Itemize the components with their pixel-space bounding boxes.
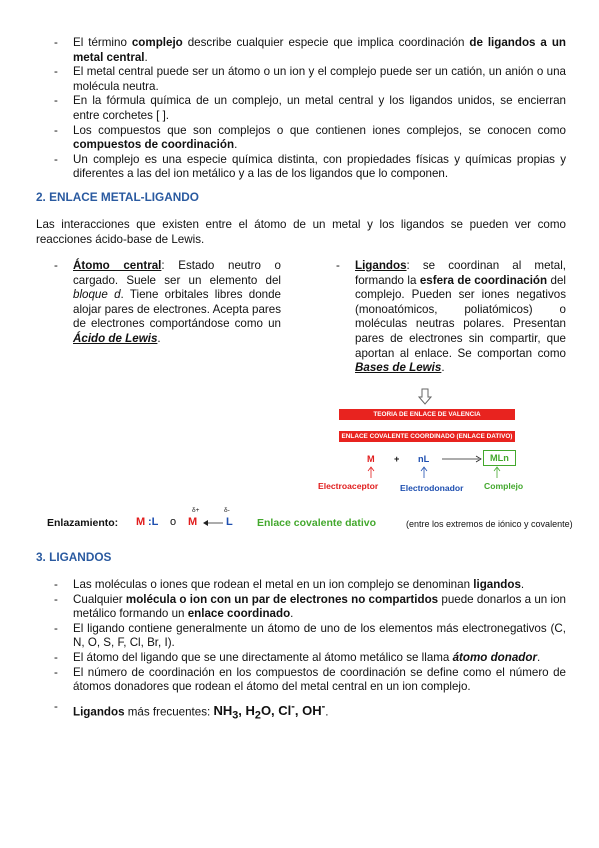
banner-teoria: TEORIA DE ENLACE DE VALENCIA (339, 409, 515, 420)
list-item: - El término complejo describe cualquier especie que implica coordinación de ligandos a un metal central. (36, 36, 566, 65)
m-symbol: M (367, 454, 375, 464)
list-item: - El átomo del ligando que se une directamente al átomo metálico se llama átomo donador. (36, 651, 566, 666)
dativo-note: (entre los extremos de iónico y covalente) (406, 519, 573, 529)
enlazamiento-row (47, 503, 577, 533)
banner-enlace-dativo: ENLACE COVALENTE COORDINADO (ENLACE DATIVO) (339, 431, 515, 442)
list-item: - El metal central puede ser un átomo o un ion y el complejo puede ser un catión, un anión o una molécula neutra. (36, 65, 566, 94)
nl-symbol: nL (418, 454, 430, 464)
section-3-title: 3. LIGANDOS (36, 550, 112, 564)
electroaceptor-label: Electroaceptor (318, 481, 379, 491)
arrows-up-icon (360, 465, 510, 479)
colon-l-symbol: :L (148, 516, 159, 528)
electrodonador-label: Electrodonador (400, 483, 464, 493)
dativo-label: Enlace covalente dativo (257, 517, 377, 529)
down-arrow-icon (418, 388, 432, 406)
left-column (36, 259, 281, 347)
dative-arrow-icon (202, 519, 224, 527)
atomo-central-item: - Átomo central: Estado neutro o cargado. Suele ser un elemento del bloque d. Tiene orbitales libres donde alojar pares de electrones. Acepta pares de electrones comportándose como un Ácido de Lewis. (36, 259, 281, 347)
section-2-paragraph: Las interacciones que existen entre el átomo de un metal y los ligandos se pueden ver como reacciones ácido-base de Lewis. (36, 218, 566, 246)
plus-sign: + (394, 454, 400, 464)
or-text: o (170, 516, 177, 528)
l-symbol: L (226, 516, 233, 528)
list-item: - Un complejo es una especie química distinta, con propiedades físicas y químicas propias y diferentes a las del ion metálico y a las de los ligandos que lo componen. (36, 153, 566, 182)
list-item: - En la fórmula química de un complejo, un metal central y los ligandos unidos, se encierran entre corchetes [ ]. (36, 94, 566, 123)
ligandos-list (36, 578, 566, 723)
m-symbol-1: M (136, 516, 146, 528)
delta-plus: δ+ (192, 507, 200, 514)
mln-box: MLn (483, 450, 516, 466)
list-item: - El ligando contiene generalmente un átomo de uno de los elementos más electronegativos (C, N, O, S, F, Cl, Br, I). (36, 622, 566, 651)
list-item: - Las moléculas o iones que rodean el metal en un ion complejo se denominan ligandos. (36, 578, 566, 593)
right-column (318, 259, 566, 376)
enlazamiento-label: Enlazamiento: (47, 517, 119, 529)
section-2-title: 2. ENLACE METAL-LIGANDO (36, 190, 199, 204)
list-item: - Ligandos más frecuentes: $NH_3$, $H_2O$, Cl-, OH-. (36, 700, 566, 724)
ligandos-item: - Ligandos: se coordinan al metal, formando la esfera de coordinación del complejo. Pueden ser iones negativos (monoatómicos, poliatómicos) o moléculas neutras polares. Presentan pares de electrones sin compartir, que aportan al enlace. Se comportan como Bases de Lewis. (318, 259, 566, 376)
delta-minus: δ- (224, 507, 230, 514)
list-item: - Los compuestos que son complejos o que contienen iones complejos, se conocen como compuestos de coordinación. (36, 124, 566, 153)
complejo-label: Complejo (484, 481, 524, 491)
list-item: - El número de coordinación en los compuestos de coordinación se define como el número de átomos donadores que rodean el átomo del metal central en un ion complejo. (36, 666, 566, 695)
intro-list (36, 36, 566, 182)
m-symbol-2: M (188, 516, 198, 528)
reaction-arrow-icon (441, 454, 483, 464)
list-item: - Cualquier molécula o ion con un par de electrones no compartidos puede donarlos a un ion metálico formando un enlace coordinado. (36, 593, 566, 622)
